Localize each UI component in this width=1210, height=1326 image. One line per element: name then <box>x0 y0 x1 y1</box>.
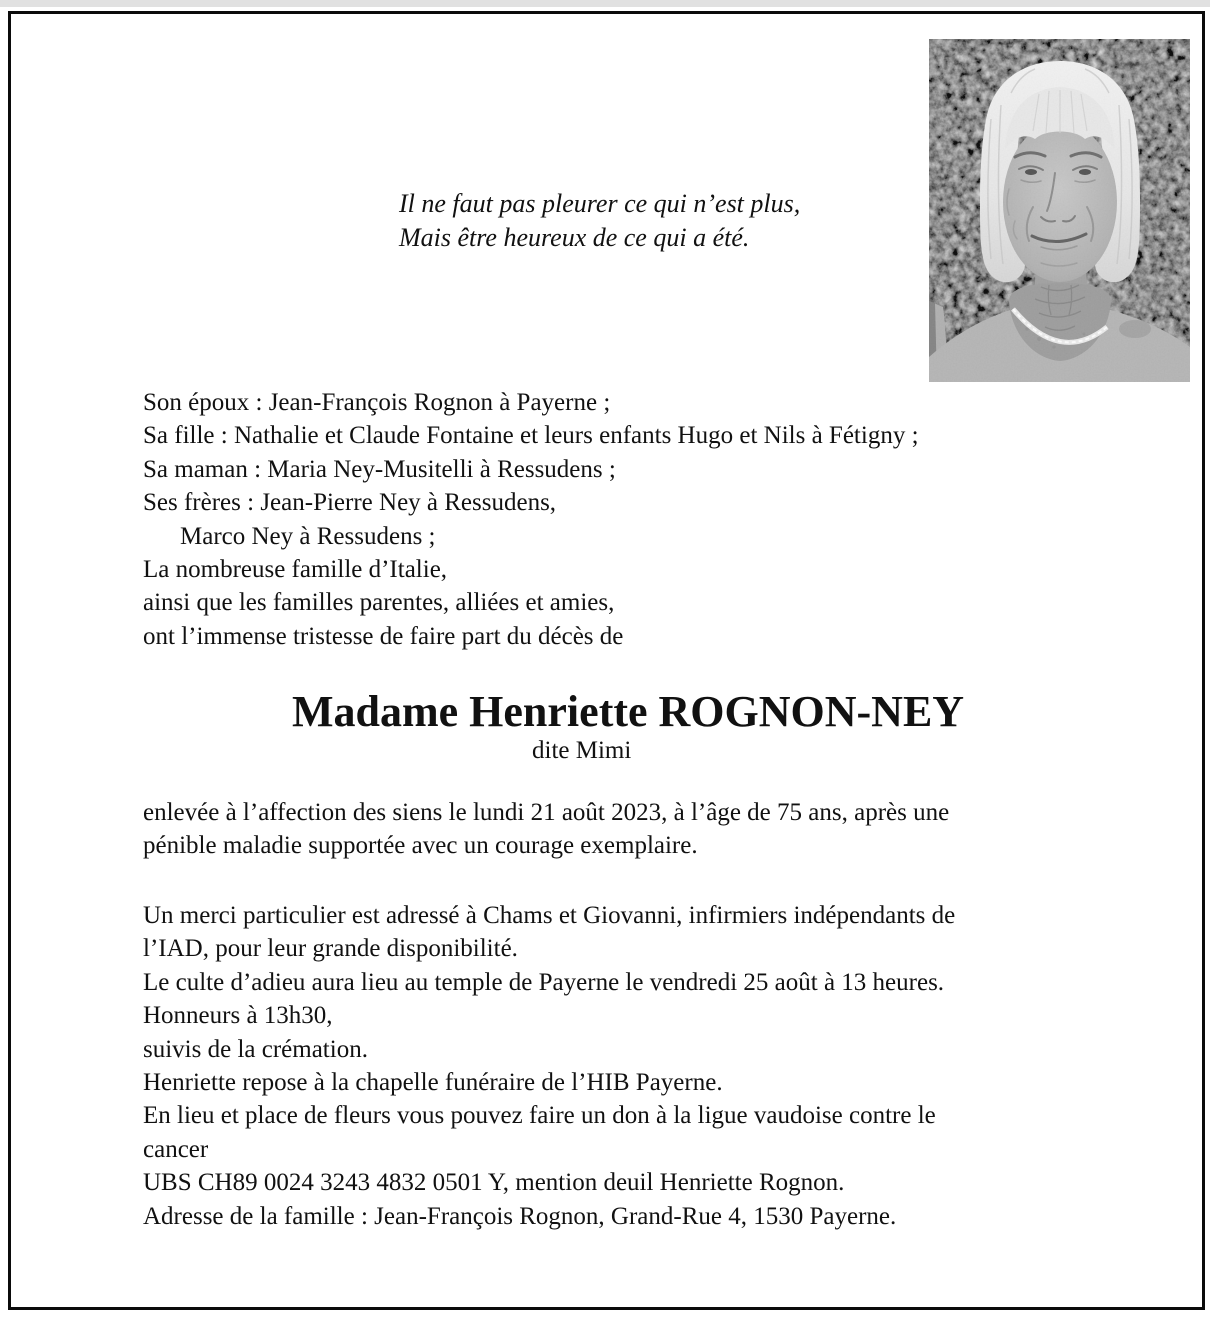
details-line: l’IAD, pour leur grande disponibilité. <box>143 935 518 963</box>
family-line: ainsi que les familles parentes, alliées et amies, <box>143 589 615 617</box>
deceased-alias: dite Mimi <box>532 737 632 764</box>
details-line: suivis de la crémation. <box>143 1035 368 1063</box>
notice-line: pénible maladie supportée avec un courage exemplaire. <box>143 832 698 860</box>
family-line: La nombreuse famille d’Italie, <box>143 556 448 584</box>
family-line: Marco Ney à Ressudens ; <box>180 522 436 550</box>
death-circumstances <box>143 796 949 863</box>
details-line: cancer <box>143 1135 209 1163</box>
window-top-strip <box>0 0 1210 7</box>
details-line: UBS CH89 0024 3243 4832 0501 Y, mention deuil Henriette Rognon. <box>143 1169 845 1197</box>
portrait-photo <box>929 39 1190 382</box>
ceremony-details <box>143 899 955 1233</box>
quote-line: Il ne faut pas pleurer ce qui n’est plus, <box>399 189 801 218</box>
details-line: Henriette repose à la chapelle funéraire de l’HIB Payerne. <box>143 1069 723 1097</box>
family-line: ont l’immense tristesse de faire part du décès de <box>143 622 624 650</box>
deceased-name: Madame Henriette ROGNON-NEY <box>292 687 965 736</box>
family-line: Sa maman : Maria Ney-Musitelli à Ressudens ; <box>143 455 616 483</box>
quote-line: Mais être heureux de ce qui a été. <box>399 223 750 252</box>
portrait-photo-graphic <box>929 39 1190 382</box>
details-line: Adresse de la famille : Jean-François Rognon, Grand-Rue 4, 1530 Payerne. <box>143 1202 897 1230</box>
epitaph-quote <box>399 187 800 255</box>
family-line: Ses frères : Jean-Pierre Ney à Ressudens, <box>143 489 557 517</box>
details-line: Honneurs à 13h30, <box>143 1002 333 1030</box>
details-line: Le culte d’adieu aura lieu au temple de Payerne le vendredi 25 août à 13 heures. <box>143 968 945 996</box>
family-line: Sa fille : Nathalie et Claude Fontaine et leurs enfants Hugo et Nils à Fétigny ; <box>143 422 919 450</box>
family-line: Son époux : Jean-François Rognon à Payerne ; <box>143 389 611 416</box>
photo-grain <box>929 39 1190 382</box>
details-line: En lieu et place de fleurs vous pouvez faire un don à la ligue vaudoise contre le <box>143 1102 936 1130</box>
family-announcement <box>143 386 919 653</box>
notice-line: enlevée à l’affection des siens le lundi 21 août 2023, à l’âge de 75 ans, après une <box>143 799 950 826</box>
details-line: Un merci particulier est adressé à Chams et Giovanni, infirmiers indépendants de <box>143 902 956 929</box>
